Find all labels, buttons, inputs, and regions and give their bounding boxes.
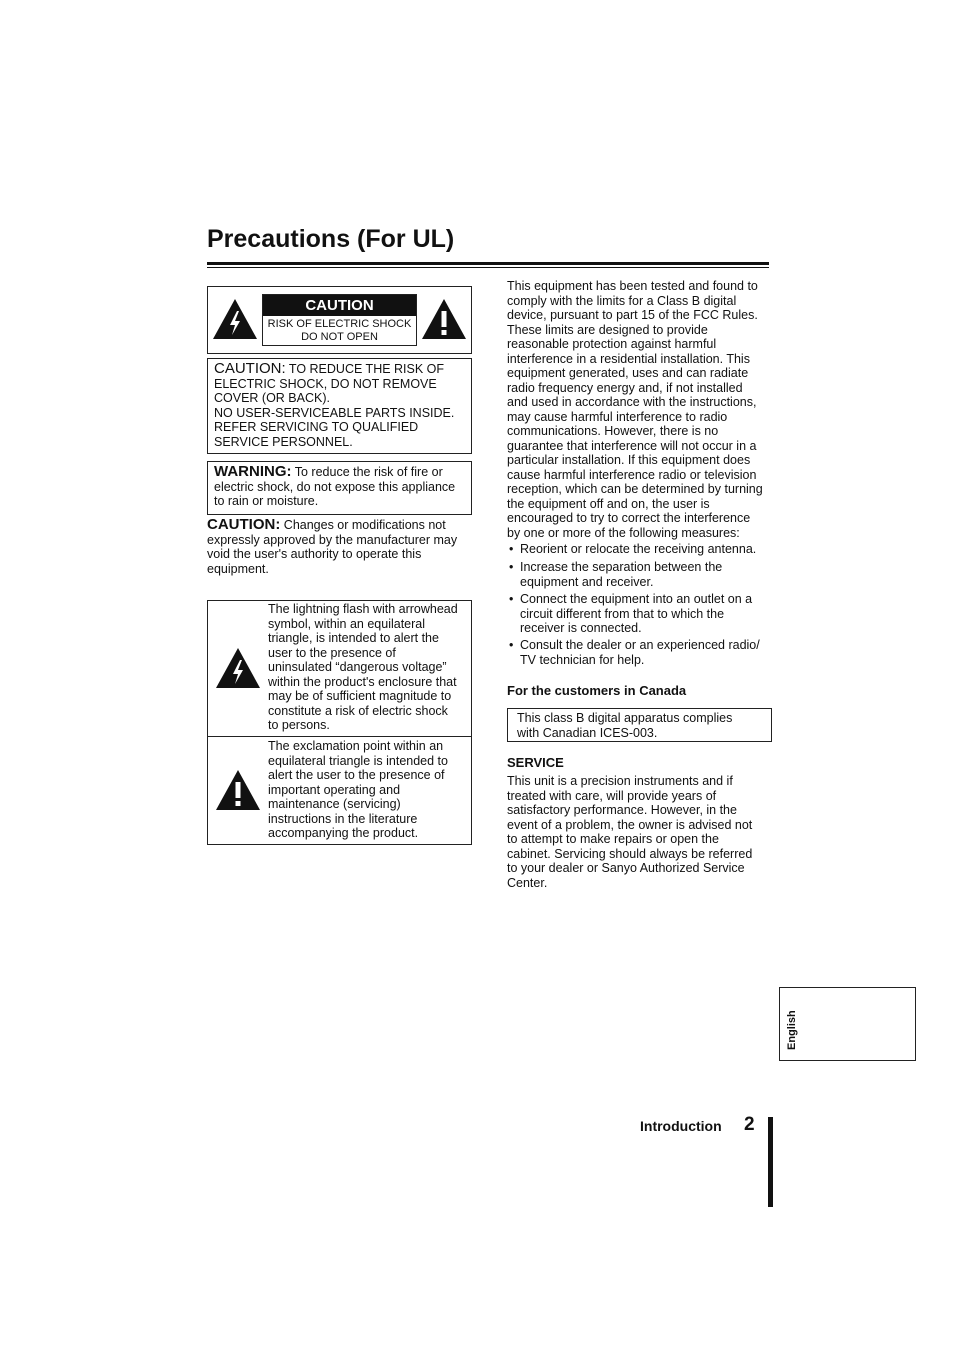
fcc-line: This equipment has been tested and found to (507, 279, 758, 293)
list-item-line: circuit different from that to which the (520, 606, 725, 621)
list-item-line: Connect the equipment into an outlet on a (520, 592, 753, 606)
title-rule-thin (207, 267, 769, 268)
table-row-line: equilateral triangle is intended to (268, 753, 448, 768)
fcc-line: guarantee that interference will not occur in a (507, 438, 757, 453)
list-item-line: Increase the separation between the (520, 560, 723, 574)
service-line: cabinet. Servicing should always be referred (507, 846, 753, 861)
service-line: Center. (507, 875, 548, 890)
table-row-line: The lightning flash with arrowhead (268, 602, 458, 616)
caution-label-line2: DO NOT OPEN (301, 331, 378, 343)
table-row-line: uninsulated “dangerous voltage” (268, 660, 447, 674)
warning-lead: WARNING: (214, 463, 292, 480)
exclamation-warning-icon (420, 297, 468, 341)
canada-box (507, 708, 772, 742)
service-line: This unit is a precision instruments and if (507, 774, 733, 788)
warning-line: to rain or moisture. (214, 494, 319, 508)
canada-heading: For the customers in Canada (507, 683, 687, 698)
bullet-dot: • (509, 638, 514, 652)
caution-box (207, 358, 472, 454)
bullet-dot: • (509, 542, 514, 556)
service-line: satisfactory performance. However, in the (507, 803, 737, 817)
fcc-line: cause harmful interference radio or television (507, 467, 757, 482)
table-row-line: may be of sufficient magnitude to (268, 689, 452, 703)
caution-box-line: SERVICE PERSONNEL. (214, 434, 353, 449)
bullet-dot: • (509, 560, 514, 574)
page-title: Precautions (For UL) (207, 225, 455, 253)
table-row-line: maintenance (servicing) (268, 797, 401, 811)
exclamation-warning-icon (214, 767, 262, 813)
title-rule-thick (207, 262, 769, 265)
canada-line: This class B digital apparatus complies (517, 711, 733, 725)
bullet-dot: • (509, 592, 514, 606)
caution-box-line: NO USER-SERVICEABLE PARTS INSIDE. (214, 405, 455, 420)
caution-changes-line: Changes or modifications not (280, 518, 446, 532)
caution-changes-line: void the user's authority to operate this (207, 547, 422, 561)
fcc-line: These limits are designed to provide (507, 322, 708, 337)
service-line: event of a problem, the owner is advised not (507, 817, 753, 832)
fcc-line: interference in a residential installation. This (507, 351, 750, 366)
caution-box-line: COVER (OR BACK). (214, 391, 330, 405)
table-row-line: important operating and (268, 782, 401, 797)
language-tab (779, 987, 916, 1061)
caution-changes-lead: CAUTION: (207, 516, 281, 533)
warning-line: electric shock, do not expose this appliance (214, 479, 456, 494)
language-tab-label: English (786, 1010, 798, 1050)
caution-box-lead: CAUTION: (214, 360, 286, 377)
list-item-line: TV technician for help. (520, 652, 645, 667)
table-row-line: triangle, is intended to alert the (268, 631, 439, 645)
lightning-symbol-description (268, 602, 468, 733)
fcc-line: and used in accordance with the instructions, (507, 395, 757, 409)
fcc-paragraph (507, 279, 769, 540)
table-row-divider (207, 736, 472, 737)
caution-label-inner (262, 294, 417, 346)
canada-line: with Canadian ICES-003. (517, 725, 658, 740)
fcc-line: reception, which can be determined by turning (507, 482, 763, 496)
caution-box-line: REFER SERVICING TO QUALIFIED (214, 420, 419, 434)
fcc-line: the equipment off and on, the user is (507, 496, 710, 511)
caution-changes-line: equipment. (207, 561, 269, 576)
table-row-line: accompanying the product. (268, 826, 419, 840)
fcc-line: equipment generated, uses and can radiate (507, 366, 749, 380)
table-row-line: instructions in the literature (268, 811, 418, 826)
service-line: treated with care, will provide years of (507, 788, 717, 803)
fcc-line: comply with the limits for a Class B digital (507, 293, 737, 308)
table-row-line: to persons. (268, 718, 330, 732)
page-number: 2 (744, 1114, 755, 1135)
table-row-line: user to the presence of (268, 645, 396, 660)
list-item-line: equipment and receiver. (520, 574, 654, 589)
service-line: to your dealer or Sanyo Authorized Service (507, 861, 745, 875)
service-paragraph (507, 774, 769, 890)
fcc-line: may cause harmful interference to radio (507, 409, 728, 424)
list-item-line: Reorient or relocate the receiving antenna. (520, 542, 757, 556)
lightning-warning-icon (211, 297, 259, 341)
fcc-line: device, pursuant to part 15 of the FCC Rules. (507, 308, 758, 322)
table-row-line: symbol, within an equilateral (268, 616, 426, 631)
caution-label-line1: RISK OF ELECTRIC SHOCK (267, 318, 412, 330)
exclamation-symbol-description (268, 739, 468, 841)
table-row-line: The exclamation point within an (268, 739, 444, 753)
fcc-line: communications. However, there is no (507, 424, 719, 438)
warning-line: To reduce the risk of fire or (291, 465, 443, 479)
caution-box-line: TO REDUCE THE RISK OF (285, 362, 445, 376)
fcc-line: radio frequency energy and, if not installed (507, 380, 743, 395)
table-row-line: within the product's enclosure that (268, 674, 457, 689)
table-row-line: constitute a risk of electric shock (268, 703, 448, 718)
list-item-line: receiver is connected. (520, 621, 642, 635)
caution-changes-paragraph (207, 518, 472, 576)
table-row-line: alert the user to the presence of (268, 768, 445, 782)
fcc-line: by one or more of the following measures: (507, 525, 740, 540)
footer-section-label: Introduction (640, 1118, 722, 1134)
fcc-line: reasonable protection against harmful (507, 337, 717, 351)
list-item-line: Consult the dealer or an experienced radio/ (520, 638, 760, 652)
caution-changes-line: expressly approved by the manufacturer may (207, 532, 458, 547)
service-heading: SERVICE (507, 755, 564, 770)
fcc-line: particular installation. If this equipment does (507, 453, 751, 467)
service-line: to attempt to make repairs or open the (507, 832, 719, 846)
fcc-line: encouraged to try to correct the interference (507, 511, 751, 525)
caution-label-header: CAUTION (263, 295, 416, 316)
caution-box-line: ELECTRIC SHOCK, DO NOT REMOVE (214, 376, 437, 391)
lightning-warning-icon (214, 645, 262, 691)
warning-box (207, 461, 472, 515)
footer-bar (768, 1117, 773, 1207)
